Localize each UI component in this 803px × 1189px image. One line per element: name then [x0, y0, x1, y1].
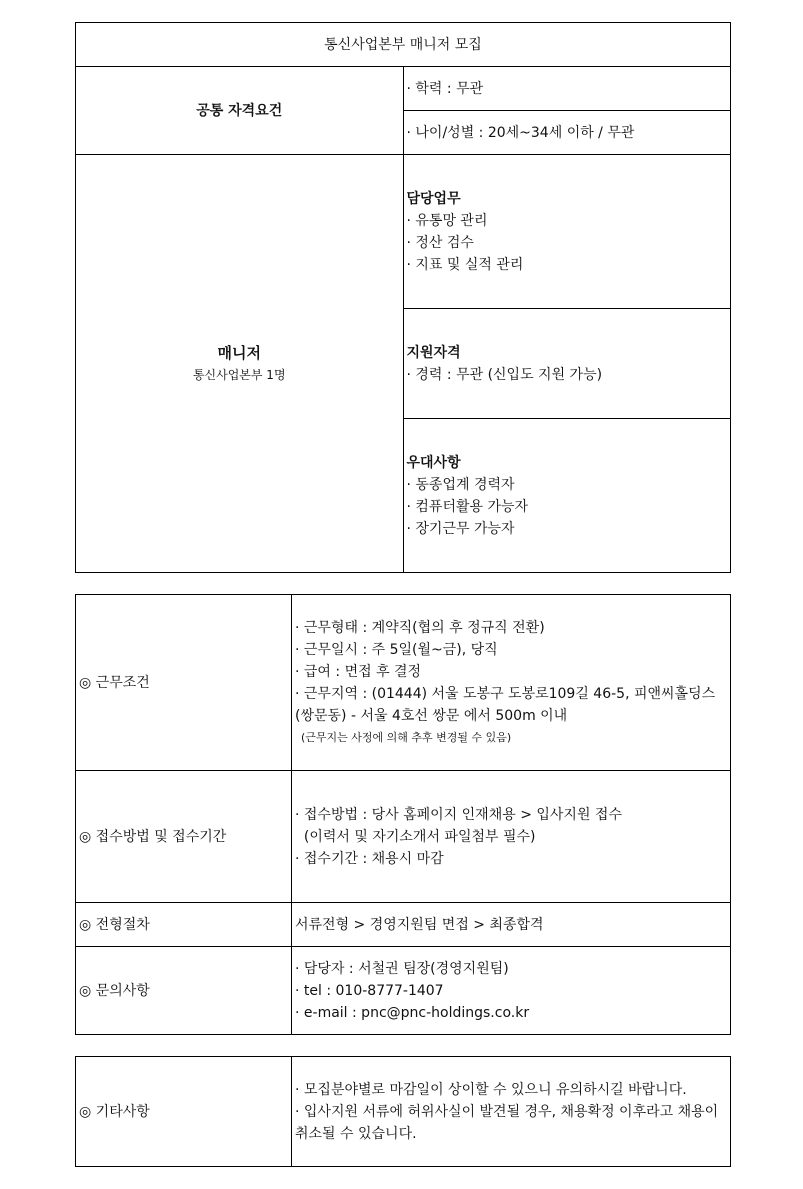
common-requirements-label: 공통 자격요건 [76, 67, 404, 155]
work-condition-item: · 급여 : 면접 후 결정 [295, 663, 422, 680]
selection-process-label: ◎ 전형절차 [76, 903, 292, 947]
preferences-title: 우대사항 [406, 454, 461, 471]
etc-cell [292, 1057, 731, 1167]
etc-item: · 입사지원 서류에 허위사실이 발견될 경우, 채용확정 이후라고 채용이 취소될 수 있습니다. [295, 1103, 719, 1142]
qualification-item: · 경력 : 무관 (신입도 지원 가능) [406, 366, 603, 383]
qualifications-cell [403, 309, 731, 419]
position-name: 매니저 [217, 343, 261, 362]
contact-cell [292, 947, 731, 1035]
age-gender-requirement: · 나이/성별 : 20세~34세 이하 / 무관 [403, 111, 731, 155]
apply-period: · 접수기간 : 채용시 마감 [295, 850, 444, 867]
work-condition-item: · 근무지역 : (01444) 서울 도봉구 도봉로109길 46-5, 피앤씨홀딩스(쌍문동) - 서울 4호선 쌍문 에서 500m 이내 [295, 685, 716, 724]
preference-item: · 동종업계 경력자 [406, 476, 515, 493]
work-conditions-cell [292, 595, 731, 771]
education-requirement: · 학력 : 무관 [403, 67, 731, 111]
etc-item: · 모집분야별로 마감일이 상이할 수 있으니 유의하시길 바랍니다. [295, 1081, 687, 1098]
duty-item: · 정산 검수 [406, 234, 474, 251]
qualifications-title: 지원자격 [406, 344, 461, 361]
etc-label: ◎ 기타사항 [76, 1057, 292, 1167]
work-condition-item: · 근무일시 : 주 5일(월~금), 당직 [295, 641, 498, 658]
duties-title: 담당업무 [406, 190, 461, 207]
selection-process-value: 서류전형 > 경영지원팀 면접 > 최종합격 [292, 903, 731, 947]
apply-method-label: ◎ 접수방법 및 접수기간 [76, 771, 292, 903]
preferences-cell [403, 419, 731, 573]
preference-item: · 장기근무 가능자 [406, 520, 515, 537]
contact-manager: · 담당자 : 서철권 팀장(경영지원팀) [295, 960, 509, 977]
work-condition-item: · 근무형태 : 계약직(협의 후 정규직 전환) [295, 619, 545, 636]
position-cell [76, 155, 404, 573]
conditions-table [75, 594, 731, 1035]
work-conditions-label: ◎ 근무조건 [76, 595, 292, 771]
duty-item: · 유통망 관리 [406, 212, 488, 229]
etc-table [75, 1056, 731, 1167]
apply-method-cell [292, 771, 731, 903]
duties-cell [403, 155, 731, 309]
contact-label: ◎ 문의사항 [76, 947, 292, 1035]
work-location-note: (근무지는 사정에 의해 추후 변경될 수 있음) [301, 730, 512, 744]
preference-item: · 컴퓨터활용 가능자 [406, 498, 529, 515]
position-dept: 통신사업본부 1명 [192, 367, 286, 382]
apply-method: · 접수방법 : 당사 홈페이지 인재채용 > 입사지원 접수 [295, 806, 622, 823]
duty-item: · 지표 및 실적 관리 [406, 256, 524, 273]
recruitment-title: 통신사업본부 매니저 모집 [76, 23, 731, 67]
recruitment-table [75, 22, 731, 573]
apply-method-sub: (이력서 및 자기소개서 파일첨부 필수) [295, 828, 536, 845]
contact-tel: · tel : 010-8777-1407 [295, 982, 444, 999]
contact-email: · e-mail : pnc@pnc-holdings.co.kr [295, 1004, 530, 1021]
